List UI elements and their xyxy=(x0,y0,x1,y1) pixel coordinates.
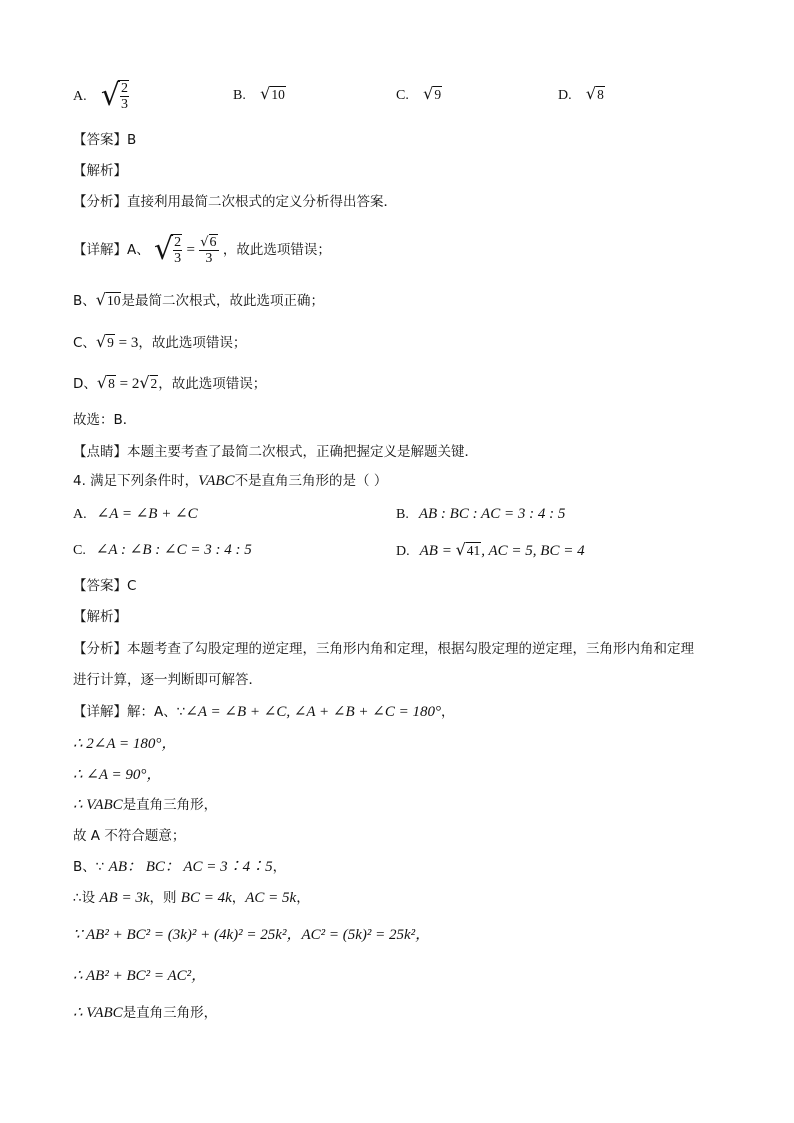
q4-step-1-pre: 解：A、∵ xyxy=(127,704,186,720)
q4-step-3: ∴ ∠A = 90°， xyxy=(73,767,162,783)
analysis-tag: 【解析】 xyxy=(73,163,127,179)
sqrt-icon: √ xyxy=(96,373,108,392)
xiangjie-a-line xyxy=(73,234,331,266)
q4-option-a-label: A. xyxy=(73,507,87,522)
q4-step-6-post: ， xyxy=(272,859,287,875)
sqrt-icon: √ xyxy=(200,234,209,250)
sqrt-icon: √ xyxy=(585,84,597,103)
q4-step-6 xyxy=(73,857,286,877)
q4-fenxi-line-2: 进行计算，逐一判断即可解答． xyxy=(73,672,262,688)
answer-tag: 【答案】 xyxy=(73,132,127,148)
xiangjie-d-line xyxy=(73,373,266,394)
q4-option-b-label: B. xyxy=(396,507,409,522)
q4-step-4-sym: ∴ xyxy=(73,797,87,813)
option-a-denominator: 3 xyxy=(121,97,129,112)
q4-option-d-pre: AB = xyxy=(419,543,456,559)
q4-fenxi-text-1: 本题考查了勾股定理的逆定理，三角形内角和定理，根据勾股定理的逆定理，三角形内角和定理 xyxy=(127,641,694,657)
option-c-radicand: 9 xyxy=(434,87,442,102)
q4-step-9: ∴ AB² + BC² = AC²， xyxy=(73,968,207,984)
q4-answer-tag: 【答案】 xyxy=(73,578,127,594)
q4-answer-line xyxy=(73,576,136,596)
option-b-label: B. xyxy=(233,88,246,103)
xj-b-suffix: 是最简二次根式，故此选项正确； xyxy=(121,293,324,309)
q4-stem-suffix: 不是直角三角形的是（ ） xyxy=(234,473,388,489)
xj-a-suffix: ，故此选项错误； xyxy=(222,242,331,258)
sqrt-icon: √ xyxy=(154,232,174,267)
q4-xiangjie-tag: 【详解】 xyxy=(73,704,127,720)
q4-step-4-triangle: VABC xyxy=(86,797,123,813)
sqrt-icon: √ xyxy=(100,78,121,113)
sqrt-icon: √ xyxy=(455,540,466,559)
q4-step-7-m2: BC = 4k xyxy=(180,890,232,906)
q4-step-8: ∵ AB² + BC² = (3k)² + (4k)² = 25k²，AC² = (5k)² = 25k²， xyxy=(73,927,431,943)
option-a-label: A. xyxy=(73,89,87,104)
q4-option-b-text: AB : BC : AC = 3 : 4 : 5 xyxy=(418,506,566,522)
xiangjie-tag: 【详解】 xyxy=(73,242,127,258)
q4-step-1 xyxy=(73,702,454,722)
xj-c-radicand: 9 xyxy=(107,335,114,350)
q4-step-7-post: ， xyxy=(296,890,310,906)
xj-a-numerator: 2 xyxy=(174,235,182,250)
sqrt-icon: √ xyxy=(423,84,434,103)
q4-step-10-post: 是直角三角形， xyxy=(122,1005,218,1021)
option-a-numerator: 2 xyxy=(121,81,129,96)
xj-d-radicand-2: 2 xyxy=(150,376,158,391)
q4-step-10-triangle: VABC xyxy=(86,1005,123,1021)
q3-conclusion: 故选：B． xyxy=(73,412,137,428)
q4-step-7-pre: ∴设 xyxy=(73,890,100,906)
dianjing-text: 本题主要考查了最简二次根式，正确把握定义是解题关键． xyxy=(127,444,478,460)
xj-a-result-denominator: 3 xyxy=(205,250,213,266)
q4-step-7-m1: AB = 3k xyxy=(99,890,150,906)
q4-option-c-label: C. xyxy=(73,543,86,558)
q4-step-10 xyxy=(73,1003,217,1023)
sqrt-icon: √ xyxy=(260,84,271,103)
option-c xyxy=(396,84,442,106)
q4-option-a-text: ∠A = ∠B + ∠C xyxy=(96,506,198,522)
option-b xyxy=(233,84,286,106)
q4-step-1-post: ， xyxy=(440,704,455,720)
xj-c-equals: = 3 xyxy=(114,335,139,351)
q4-analysis-tag: 【解析】 xyxy=(73,609,127,625)
option-c-label: C. xyxy=(396,88,409,103)
q4-answer-value: C xyxy=(127,578,137,594)
sqrt-icon: √ xyxy=(95,290,106,309)
q4-fenxi-line-1 xyxy=(73,639,694,659)
q4-step-5: 故 A 不符合题意； xyxy=(73,828,186,844)
xj-a-prefix: A、 xyxy=(127,242,150,258)
xj-c-prefix: C、 xyxy=(73,335,96,351)
q4-step-7-m3: AC = 5k xyxy=(245,890,297,906)
fenxi-tag: 【分析】 xyxy=(73,194,127,210)
option-b-radicand: 10 xyxy=(271,87,285,102)
q4-step-6-math: AB： BC： AC = 3∶4∶5 xyxy=(108,859,273,875)
xj-d-suffix: ，故此选项错误； xyxy=(158,376,267,392)
answer-line xyxy=(73,130,136,150)
q4-option-c xyxy=(73,540,252,561)
q4-option-d-post: , AC = 5, BC = 4 xyxy=(481,543,585,559)
q4-step-1-math: ∠A = ∠B + ∠C, ∠A + ∠B + ∠C = 180° xyxy=(185,704,441,720)
xj-c-suffix: ，故此选项错误； xyxy=(138,335,247,351)
q4-option-c-text: ∠A : ∠B : ∠C = 3 : 4 : 5 xyxy=(95,542,252,558)
fenxi-line xyxy=(73,192,397,212)
xiangjie-c-line xyxy=(73,332,246,353)
q4-stem-triangle: VABC xyxy=(198,473,235,489)
fenxi-text: 直接利用最简二次根式的定义分析得出答案． xyxy=(127,194,397,210)
option-d-radicand: 8 xyxy=(597,87,604,102)
q4-step-4 xyxy=(73,795,217,815)
xj-a-equals: = xyxy=(186,242,195,258)
q4-fenxi-tag: 【分析】 xyxy=(73,641,127,657)
xj-b-prefix: B、 xyxy=(73,293,96,309)
xj-a-denominator: 3 xyxy=(174,251,182,266)
q4-stem-prefix: 4. 满足下列条件时， xyxy=(73,473,199,489)
dianjing-line xyxy=(73,442,478,462)
q4-option-a xyxy=(73,504,198,525)
option-d-label: D. xyxy=(558,88,572,103)
answer-value: B xyxy=(127,132,137,148)
q4-step-6-pre: B、∵ xyxy=(73,859,109,875)
xj-a-result-radicand: 6 xyxy=(209,234,217,250)
sqrt-icon: √ xyxy=(139,373,150,392)
q4-step-2: ∴ 2∠A = 180°， xyxy=(73,736,177,752)
option-d xyxy=(558,84,605,106)
sqrt-icon: √ xyxy=(95,332,107,351)
q4-option-d xyxy=(396,540,585,562)
option-a xyxy=(73,80,129,112)
q4-option-d-label: D. xyxy=(396,544,410,559)
xj-b-radicand: 10 xyxy=(106,293,121,308)
dianjing-tag: 【点睛】 xyxy=(73,444,127,460)
q4-option-d-radicand: 41 xyxy=(466,543,481,558)
xj-d-equals: = 2 xyxy=(115,376,140,392)
q4-step-7 xyxy=(73,888,310,908)
xj-d-prefix: D、 xyxy=(73,376,97,392)
q4-step-7-mid: ，则 xyxy=(149,890,181,906)
q4-option-b xyxy=(396,504,565,525)
q4-step-10-sym: ∴ xyxy=(73,1005,87,1021)
xj-d-radicand: 8 xyxy=(108,376,115,391)
xiangjie-b-line xyxy=(73,290,324,311)
q4-step-4-post: 是直角三角形， xyxy=(122,797,218,813)
q4-stem xyxy=(73,471,387,491)
q4-step-7-sep: ， xyxy=(231,890,246,906)
